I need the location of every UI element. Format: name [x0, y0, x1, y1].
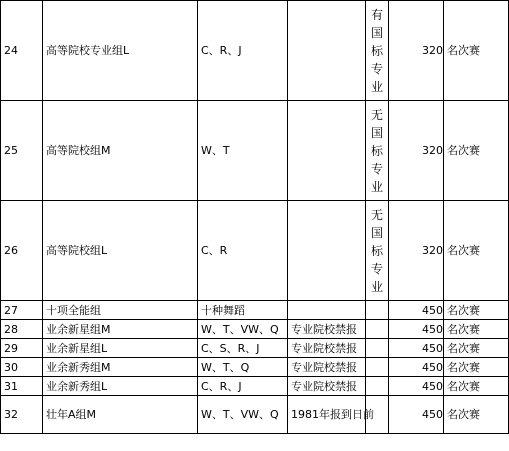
- event-type: 名次赛: [444, 339, 509, 358]
- eligibility-tag: 有国标专业: [371, 7, 384, 94]
- row-number: 29: [1, 339, 43, 358]
- group-name: 高等院校组L: [43, 201, 198, 301]
- table-row: [1, 396, 509, 434]
- entry-fee: 450: [389, 320, 444, 339]
- restriction-note: 专业院校禁报: [288, 377, 366, 396]
- table-row: [1, 358, 509, 377]
- event-type: 名次赛: [444, 201, 509, 301]
- event-type: 名次赛: [444, 358, 509, 377]
- entry-fee: 450: [389, 358, 444, 377]
- group-name: 业余新秀组M: [43, 358, 198, 377]
- entry-fee: 320: [389, 101, 444, 201]
- restriction-note: 1981年报到日前: [288, 396, 366, 434]
- row-number: 30: [1, 358, 43, 377]
- row-number: 25: [1, 101, 43, 201]
- entry-fee: 450: [389, 377, 444, 396]
- dance-list: C、R、J: [198, 1, 288, 101]
- row-number: 26: [1, 201, 43, 301]
- event-type: 名次赛: [444, 1, 509, 101]
- row-number: 27: [1, 301, 43, 320]
- table-row: [1, 320, 509, 339]
- restriction-note: 专业院校禁报: [288, 358, 366, 377]
- dance-list: W、T、VW、Q: [198, 396, 288, 434]
- dance-list: C、R: [198, 201, 288, 301]
- row-number: 24: [1, 1, 43, 101]
- restriction-note: 专业院校禁报: [288, 320, 366, 339]
- event-type: 名次赛: [444, 301, 509, 320]
- eligibility-tag: 无国标专业: [371, 207, 384, 294]
- event-type: 名次赛: [444, 320, 509, 339]
- table-row: [1, 339, 509, 358]
- group-name: 业余新秀组L: [43, 377, 198, 396]
- group-name: 壮年A组M: [43, 396, 198, 434]
- eligibility-tag: 无国标专业: [371, 107, 384, 194]
- restriction-note: [288, 101, 366, 201]
- table-row: [1, 101, 509, 201]
- entry-fee: 450: [389, 301, 444, 320]
- dance-list: C、R、J: [198, 377, 288, 396]
- restriction-note: 专业院校禁报: [288, 339, 366, 358]
- entry-fee: 320: [389, 201, 444, 301]
- restriction-note: [288, 1, 366, 101]
- dance-list: W、T、VW、Q: [198, 320, 288, 339]
- table-row: [1, 201, 509, 301]
- dance-list: 十种舞蹈: [198, 301, 288, 320]
- restriction-note: [288, 301, 366, 320]
- table-row: [1, 377, 509, 396]
- dance-list: W、T: [198, 101, 288, 201]
- entry-fee: 320: [389, 1, 444, 101]
- event-type: 名次赛: [444, 101, 509, 201]
- group-name: 业余新星组L: [43, 339, 198, 358]
- event-type: 名次赛: [444, 377, 509, 396]
- event-type: 名次赛: [444, 396, 509, 434]
- group-name: 业余新星组M: [43, 320, 198, 339]
- entry-fee: 450: [389, 396, 444, 434]
- group-name: 高等院校专业组L: [43, 1, 198, 101]
- entry-fee: 450: [389, 339, 444, 358]
- dance-list: C、S、R、J: [198, 339, 288, 358]
- row-number: 28: [1, 320, 43, 339]
- restriction-note: [288, 201, 366, 301]
- group-name: 高等院校组M: [43, 101, 198, 201]
- row-number: 31: [1, 377, 43, 396]
- dance-list: W、T、Q: [198, 358, 288, 377]
- table-row: [1, 1, 509, 101]
- row-number: 32: [1, 396, 43, 434]
- table-row: [1, 301, 509, 320]
- group-name: 十项全能组: [43, 301, 198, 320]
